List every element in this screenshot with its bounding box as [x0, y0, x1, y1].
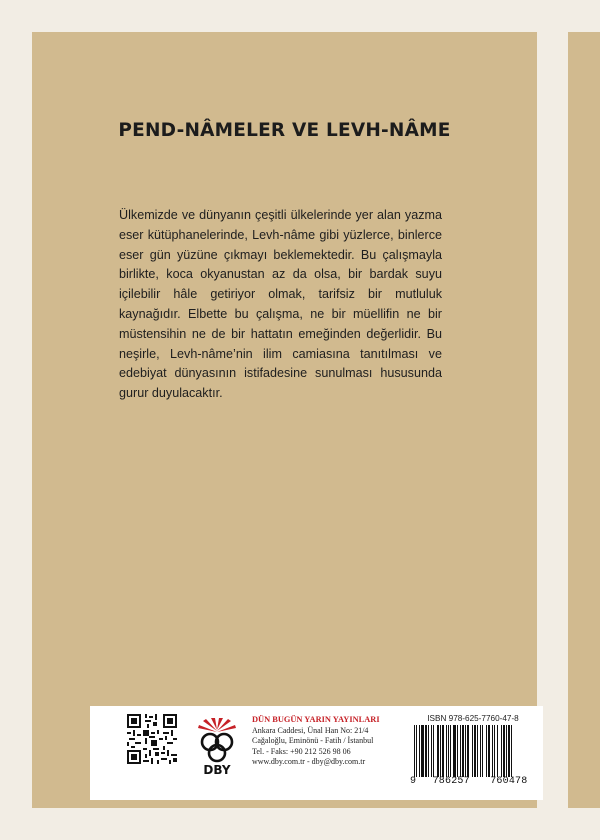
publisher-name: DÜN BUGÜN YARIN YAYINLARI: [252, 715, 380, 724]
adjacent-cover-edge: [568, 32, 600, 808]
publisher-logo: [197, 716, 237, 778]
publisher-strip: [90, 706, 543, 800]
publisher-address-line2: Cağaloğlu, Eminönü - Fatih / İstanbul: [252, 736, 374, 746]
qr-code-icon: [127, 714, 177, 764]
barcode-first-digit: 9: [410, 776, 417, 787]
isbn-label: ISBN 978-625-7760-47-8: [427, 714, 519, 723]
barcode-digits: [410, 776, 536, 787]
book-title: PEND-NÂMELER VE LEVH-NÂME: [118, 120, 451, 141]
blurb-text: Ülkemizde ve dünyanın çeşitli ülkelerinde yer alan yazma eser kütüphanelerinde, Levh-nâme gibi yüzlerce, binlerce eser gün yüzüne çıkmayı beklemektedir. Bu çalışmayla birlikte, koca okyanustan az da olsa, bir bardak suyu içilebilir hâle getiriyor olmak, tarifsiz bir mutluluk kaynağıdır. Elbette bu çalışma, ne bir müellifin ne bir müstensihin ne de bir hattatın emeğinden değerlidir. Bu neşirle, Levh-nâme’nin ilim camiasına tanıtılması ve edebiyat dünyasının istifadesine sunulması hususunda gurur duyulacaktır.: [119, 208, 442, 401]
publisher-info: [252, 715, 380, 767]
publisher-web: www.dby.com.tr - dby@dby.com.tr: [252, 756, 366, 766]
publisher-address-line1: Ankara Caddesi, Ünal Han No: 21/4: [252, 726, 369, 736]
barcode-group-right: 760478: [490, 776, 528, 787]
barcode: [410, 725, 536, 777]
barcode-group-left: 786257: [432, 776, 470, 787]
back-cover: [32, 32, 537, 808]
isbn-block: [410, 714, 536, 787]
publisher-phone: Tel. - Faks: +90 212 526 98 06: [252, 746, 351, 756]
svg-text:DBY: DBY: [203, 763, 231, 777]
